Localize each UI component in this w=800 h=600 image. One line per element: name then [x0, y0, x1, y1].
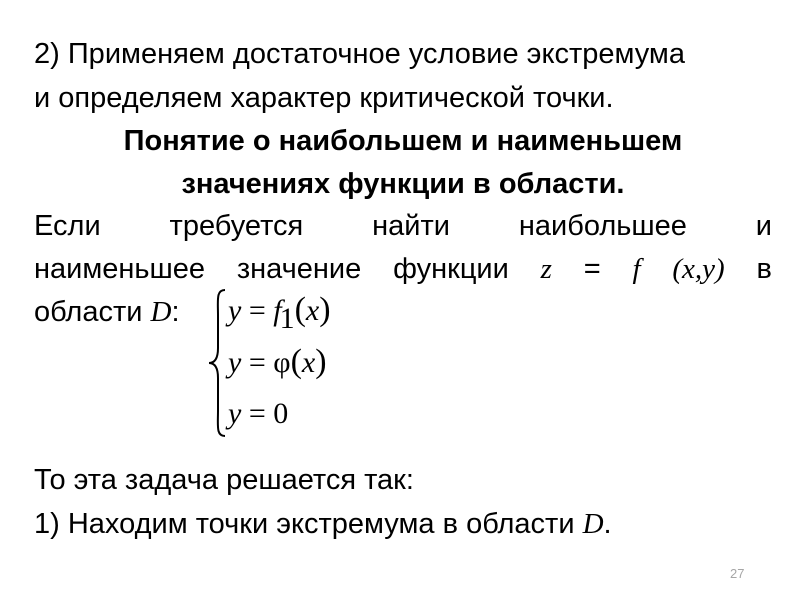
word: требуется	[169, 210, 304, 242]
function-variable-z: z	[540, 253, 552, 285]
section-heading-line1: Понятие о наибольшем и наименьшем	[123, 125, 683, 157]
eq2-equals: =	[248, 346, 266, 379]
word: и	[755, 210, 772, 242]
step2-line1: 2) Применяем достаточное условие экстремума	[34, 38, 685, 70]
word: значение	[236, 253, 362, 285]
eq1-rparen: )	[319, 291, 331, 328]
eq3-lhs: y	[228, 397, 242, 430]
page-number: 27	[730, 566, 745, 581]
word: Если	[34, 210, 101, 242]
equation-system	[206, 286, 406, 440]
equation-3	[228, 396, 288, 432]
conclusion-text: 1) Находим точки экстремума в области	[34, 508, 583, 540]
equation-2	[228, 344, 327, 381]
word: наименьшее	[34, 253, 206, 285]
curly-brace-icon	[206, 286, 228, 440]
word: области	[34, 296, 143, 328]
step2-line2: и определяем характер критической точки.	[34, 82, 614, 114]
eq1-subscript: 1	[279, 302, 295, 335]
paragraph-line1	[34, 208, 772, 244]
word: функции	[393, 253, 509, 285]
word: наибольшее	[518, 210, 687, 242]
colon: :	[171, 296, 180, 328]
word: найти	[372, 210, 450, 242]
eq1-lhs: y	[228, 294, 242, 327]
region-d: D	[150, 296, 172, 328]
eq2-function: φ	[273, 346, 291, 379]
equals-sign: =	[583, 253, 601, 285]
eq2-rparen: )	[315, 343, 327, 380]
function-name-f: f	[632, 253, 641, 285]
region-d: D	[582, 508, 604, 540]
eq1-equals: =	[248, 294, 266, 327]
equation-1	[228, 292, 331, 337]
eq3-rhs: 0	[273, 397, 289, 430]
eq2-arg: x	[301, 346, 316, 379]
section-heading-line2: значениях функции в области.	[181, 168, 625, 200]
eq1-arg: x	[305, 294, 320, 327]
eq1-lparen: (	[294, 291, 306, 328]
eq1-function: f	[273, 294, 282, 327]
function-arguments: (x,y)	[672, 253, 725, 285]
eq2-lparen: (	[290, 343, 302, 380]
eq2-lhs: y	[228, 346, 242, 379]
paragraph-line2	[34, 251, 772, 287]
eq3-equals: =	[248, 397, 266, 430]
period: .	[603, 508, 612, 540]
conclusion-line2	[34, 506, 772, 542]
word: в	[756, 253, 772, 285]
conclusion-line1: То эта задача решается так:	[34, 464, 414, 496]
